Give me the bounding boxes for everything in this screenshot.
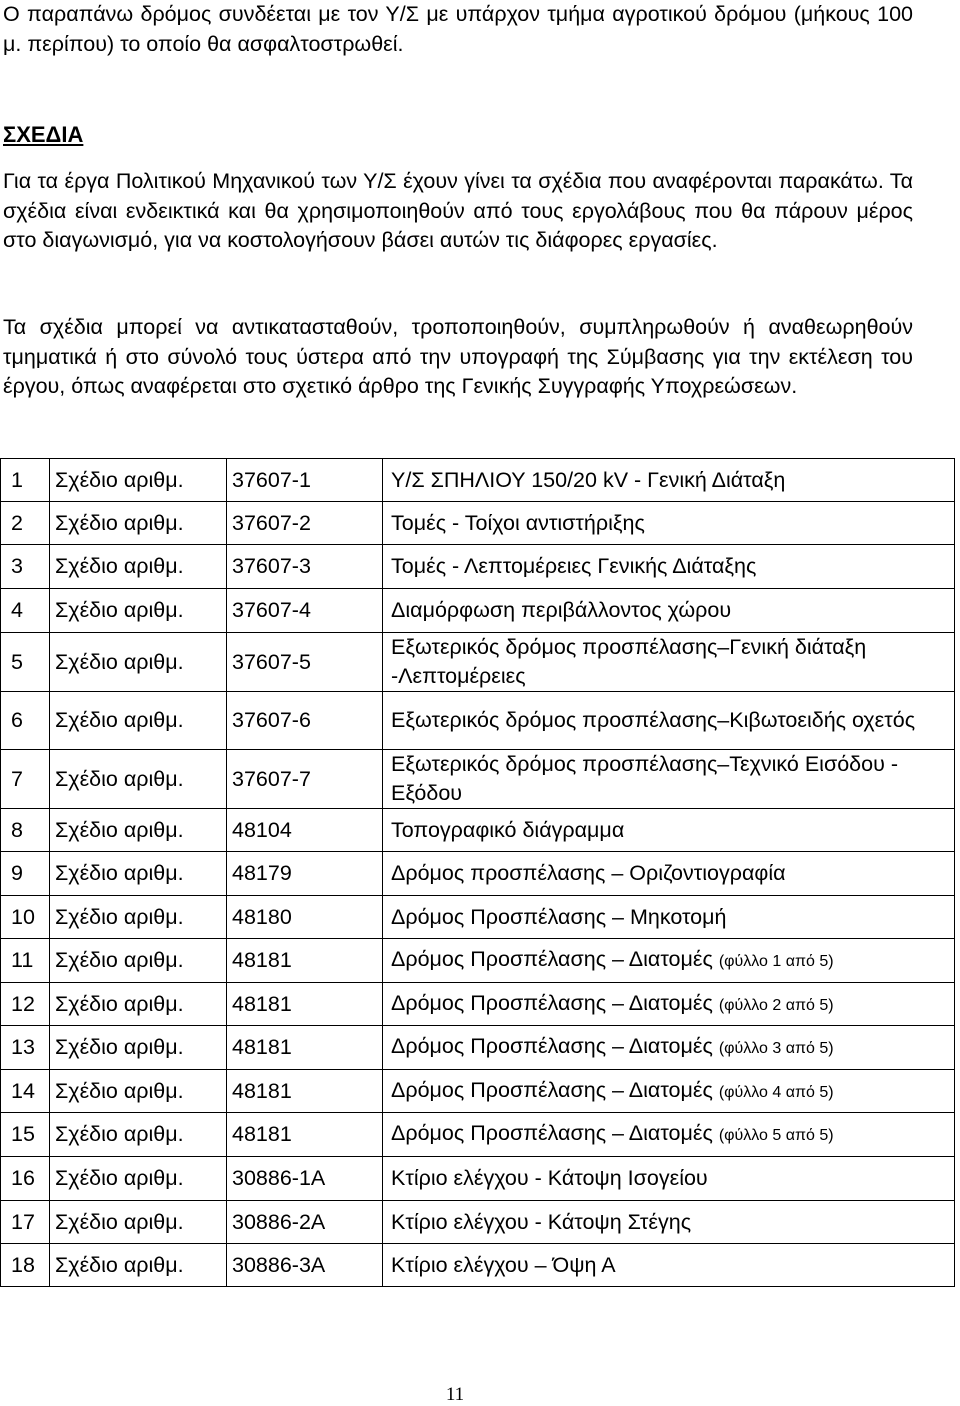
table-row [1,545,955,589]
drawing-label: Σχέδιο αριθμ. [50,983,227,1026]
drawing-label: Σχέδιο αριθμ. [50,1026,227,1070]
drawing-number: 8 [1,809,50,852]
drawing-description-cell [383,809,955,852]
table-row [1,939,955,983]
table-row [1,1026,955,1070]
drawing-description: Τομές - Τοίχοι αντιστήριξης [391,510,645,535]
drawing-label: Σχέδιο αριθμ. [50,1070,227,1113]
drawing-label: Σχέδιο αριθμ. [50,692,227,750]
drawing-description-cell [383,1244,955,1287]
drawing-description-cell [383,589,955,633]
drawing-description-cell [383,1026,955,1070]
drawing-description-cell [383,852,955,896]
drawing-code: 48181 [227,1070,383,1113]
drawing-code: 48181 [227,939,383,983]
drawing-code: 48181 [227,1026,383,1070]
drawing-sheet-note: (φύλλο 4 από 5) [718,1083,834,1101]
drawing-label: Σχέδιο αριθμ. [50,750,227,809]
drawing-code: 48181 [227,983,383,1026]
drawing-number: 12 [1,983,50,1026]
drawing-label: Σχέδιο αριθμ. [50,1201,227,1244]
drawing-description-cell [383,1113,955,1157]
drawing-description: Δρόμος Προσπέλασης – Διατομές [391,1077,719,1102]
drawing-description-cell [383,459,955,502]
drawing-number: 10 [1,896,50,939]
table-row [1,502,955,545]
drawing-number: 18 [1,1244,50,1287]
table-row [1,983,955,1026]
drawing-label: Σχέδιο αριθμ. [50,1157,227,1201]
table-row [1,459,955,502]
drawing-number: 4 [1,589,50,633]
page-number: 11 [445,1384,465,1405]
drawing-description: Δρόμος Προσπέλασης – Διατομές [391,1034,719,1058]
table-row [1,633,955,692]
drawing-code: 37607-6 [227,692,383,750]
drawing-number: 16 [1,1157,50,1201]
drawing-number: 5 [1,633,50,692]
drawings-table-body [1,459,955,1287]
drawing-number: 17 [1,1201,50,1244]
table-row [1,1113,955,1157]
drawing-code: 37607-7 [227,750,383,809]
drawing-description-cell [383,1070,955,1113]
drawing-description-cell [383,939,955,983]
drawing-description: Εξωτερικός δρόμος προσπέλασης–Κιβωτοειδής οχετός [391,708,916,732]
drawing-code: 37607-4 [227,589,383,633]
drawing-description: Εξωτερικός δρόμος προσπέλασης–Τεχνικό Εισόδου - Εξόδου [391,752,899,805]
drawing-label: Σχέδιο αριθμ. [50,589,227,633]
drawing-label: Σχέδιο αριθμ. [50,459,227,502]
drawing-sheet-note: (φύλλο 2 από 5) [718,996,834,1014]
drawing-number: 13 [1,1026,50,1070]
drawing-description: Κτίριο ελέγχου - Κάτοψη Στέγης [391,1209,692,1234]
table-row [1,852,955,896]
drawing-description-cell [383,983,955,1026]
section-title: ΣΧΕΔΙΑ [3,122,84,147]
table-row [1,1244,955,1287]
drawing-sheet-note: (φύλλο 3 από 5) [718,1040,834,1057]
drawing-description: Εξωτερικός δρόμος προσπέλασης–Γενική διάταξη -Λεπτομέρειες [391,635,867,688]
drawing-label: Σχέδιο αριθμ. [50,633,227,692]
drawing-number: 9 [1,852,50,896]
drawing-code: 30886-2Α [227,1201,383,1244]
drawing-code: 48181 [227,1113,383,1157]
paragraph-drawings-intro: Για τα έργα Πολιτικού Μηχανικού των Υ/Σ έχουν γίνει τα σχέδια που αναφέρονται παρακάτω. Τα σχέδια είναι ενδεικτικά και θα χρησιμοποιηθούν από τους εργολάβους που θα πάρουν μέρος στο διαγωνισμό, για να κοστολογήσουν βάσει αυτών τις διάφορες εργασίες. [3,169,913,252]
drawing-number: 15 [1,1113,50,1157]
drawing-description: Κτίριο ελέγχου - Κάτοψη Ισογείου [391,1166,708,1190]
drawing-code: 30886-1Α [227,1157,383,1201]
drawing-description-cell [383,1201,955,1244]
drawing-number: 6 [1,692,50,750]
drawing-number: 11 [1,939,50,983]
drawing-number: 14 [1,1070,50,1113]
drawing-code: 37607-3 [227,545,383,589]
drawing-description-cell [383,896,955,939]
drawing-description: Δρόμος Προσπέλασης – Μηκοτομή [391,904,727,929]
drawing-label: Σχέδιο αριθμ. [50,502,227,545]
drawing-number: 3 [1,545,50,589]
table-row [1,896,955,939]
drawing-description-cell [383,692,955,750]
drawing-code: 48179 [227,852,383,896]
intro-paragraph: Ο παραπάνω δρόμος συνδέεται με τον Υ/Σ με υπάρχον τμήμα αγροτικού δρόμου (μήκους 100 μ. περίπου) το οποίο θα ασφαλτοστρωθεί. [3,2,913,56]
drawing-description: Δρόμος Προσπέλασης – Διατομές [391,1121,719,1145]
table-row [1,1157,955,1201]
drawing-description: Διαμόρφωση περιβάλλοντος χώρου [391,598,732,622]
paragraph-drawings-changes: Τα σχέδια μπορεί να αντικατασταθούν, τροποποιηθούν, συμπληρωθούν ή αναθεωρηθούν τμηματικά ή στο σύνολό τους ύστερα από την υπογραφή της Σύμβασης για την εκτέλεση του έργου, όπως αναφέρεται στο σχετικό άρθρο της Γενικής Συγγραφής Υποχρεώσεων. [3,315,913,398]
drawing-label: Σχέδιο αριθμ. [50,896,227,939]
drawing-sheet-note: (φύλλο 1 από 5) [718,953,834,970]
drawing-description: Τομές - Λεπτομέρειες Γενικής Διάταξης [391,554,757,578]
drawing-label: Σχέδιο αριθμ. [50,1113,227,1157]
drawing-number: 2 [1,502,50,545]
drawing-code: 37607-5 [227,633,383,692]
drawing-code: 37607-2 [227,502,383,545]
drawing-label: Σχέδιο αριθμ. [50,939,227,983]
drawing-description: Δρόμος προσπέλασης – Οριζοντιογραφία [391,861,786,885]
drawing-description-cell [383,1157,955,1201]
drawing-description-cell [383,502,955,545]
drawing-label: Σχέδιο αριθμ. [50,545,227,589]
drawing-number: 1 [1,459,50,502]
drawing-description: Κτίριο ελέγχου – Όψη Α [391,1252,616,1277]
drawing-number: 7 [1,750,50,809]
table-row [1,589,955,633]
drawing-description: Δρόμος Προσπέλασης – Διατομές [391,990,719,1015]
drawing-code: 37607-1 [227,459,383,502]
drawing-description-cell [383,545,955,589]
drawing-label: Σχέδιο αριθμ. [50,1244,227,1287]
drawing-description-cell [383,633,955,692]
table-row [1,692,955,750]
table-row [1,1070,955,1113]
drawing-description: Δρόμος Προσπέλασης – Διατομές [391,947,719,971]
drawing-label: Σχέδιο αριθμ. [50,852,227,896]
drawing-code: 30886-3Α [227,1244,383,1287]
drawing-description-cell [383,750,955,809]
table-row [1,750,955,809]
table-row [1,809,955,852]
drawing-code: 48180 [227,896,383,939]
table-row [1,1201,955,1244]
drawing-description: Υ/Σ ΣΠΗΛΙΟΥ 150/20 kV - Γενική Διάταξη [391,467,786,492]
drawing-label: Σχέδιο αριθμ. [50,809,227,852]
drawing-code: 48104 [227,809,383,852]
drawing-sheet-note: (φύλλο 5 από 5) [718,1127,834,1144]
drawings-table [0,458,955,1287]
drawing-description: Τοπογραφικό διάγραμμα [391,817,625,842]
